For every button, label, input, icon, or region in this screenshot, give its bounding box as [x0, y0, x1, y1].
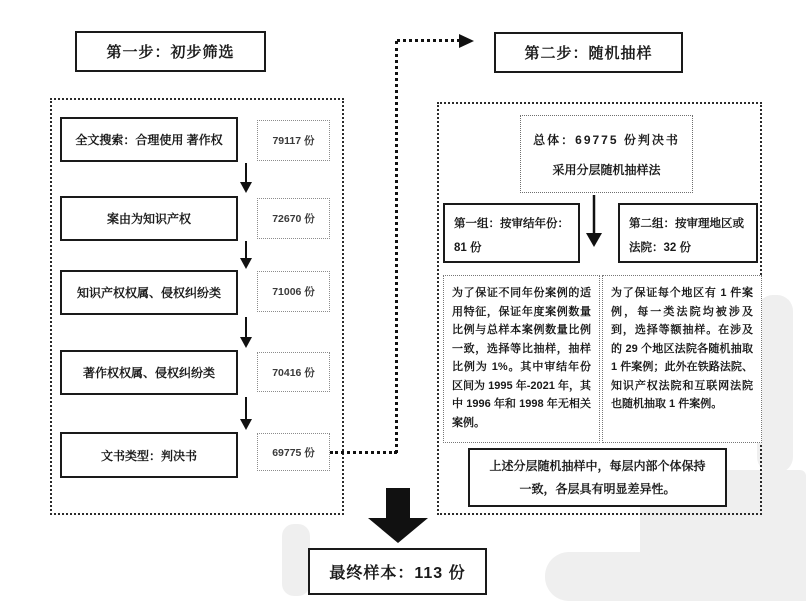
- step-count-box: [257, 120, 330, 161]
- down-arrow-icon: [239, 241, 253, 269]
- step-label: 著作权权属、侵权纠纷类: [82, 366, 215, 380]
- step-count-box: [257, 433, 330, 471]
- summary-text: 上述分层随机抽样中，每层内部个体保持一致，各层具有明显差异性。: [489, 458, 706, 496]
- final-sample-label: 最终样本：113 份: [329, 565, 466, 582]
- dotted-connector-vertical: [395, 41, 398, 453]
- note1-text: 为了保证不同年份案例的适用特征，保证年度案例数量比例与总样本案例数量比例一致，选择等比抽样，抽样比例为 1%。其中审结年份区间为 1995 年-2021 年，其中 1996 年和 1998 年无相关案例。: [452, 287, 591, 429]
- step-count-box: [257, 198, 330, 239]
- step-label-box: [60, 117, 238, 162]
- population-box: [520, 115, 693, 193]
- step-count-box: [257, 271, 330, 312]
- watermark-shape: [757, 295, 793, 473]
- step-count: 72670 份: [272, 213, 315, 225]
- down-arrow-icon: [239, 317, 253, 348]
- big-down-arrow-icon: [368, 488, 428, 543]
- final-sample-box: [308, 548, 487, 595]
- note2-text: 为了保证每个地区有 1 件案例，每一类法院均被涉及到，选择等额抽样。在涉及的 29 个地区法院各随机抽取 1 件案例；此外在铁路法院、知识产权法院和互联网法院也随机抽取 1 件案例。: [611, 287, 753, 410]
- watermark-shape: [282, 524, 310, 596]
- note1-box: [443, 275, 600, 443]
- step1-header-label: 第一步：初步筛选: [106, 44, 235, 61]
- watermark-shape: [545, 552, 663, 601]
- summary-box: [468, 448, 727, 507]
- step-label: 全文搜索：合理使用 著作权: [75, 133, 223, 147]
- step-count-box: [257, 352, 330, 392]
- group1-label: 第一组：按审结年份：81 份: [454, 218, 569, 255]
- step-count: 79117 份: [272, 135, 315, 147]
- group1-box: [443, 203, 580, 263]
- dotted-connector-bottom: [330, 451, 397, 454]
- step-label: 知识产权权属、侵权纠纷类: [76, 286, 221, 300]
- group2-box: [618, 203, 758, 263]
- dotted-arrow-head-icon: [459, 34, 474, 48]
- down-arrow-icon: [239, 397, 253, 430]
- step-label: 文书类型：判决书: [100, 448, 197, 463]
- population-method: 采用分层随机抽样法: [552, 162, 661, 177]
- population-total: 总体：69775 份判决书: [533, 132, 680, 147]
- step-count: 71006 份: [272, 286, 315, 298]
- step-count: 69775 份: [272, 446, 315, 459]
- step2-header: [494, 32, 683, 73]
- down-arrow-icon: [239, 163, 253, 193]
- group2-label: 第二组：按审理地区或法院：32 份: [629, 218, 744, 255]
- step1-header: [75, 31, 266, 72]
- step-label-box: [60, 432, 238, 478]
- dotted-connector-top: [397, 39, 460, 42]
- down-arrow-icon: [586, 195, 602, 247]
- step-label-box: [60, 196, 238, 241]
- note2-box: [602, 275, 762, 443]
- step-count: 70416 份: [272, 366, 315, 379]
- step-label-box: [60, 270, 238, 315]
- step-label-box: [60, 350, 238, 395]
- step2-header-label: 第二步：随机抽样: [524, 45, 653, 62]
- step-label: 案由为知识产权: [106, 212, 191, 226]
